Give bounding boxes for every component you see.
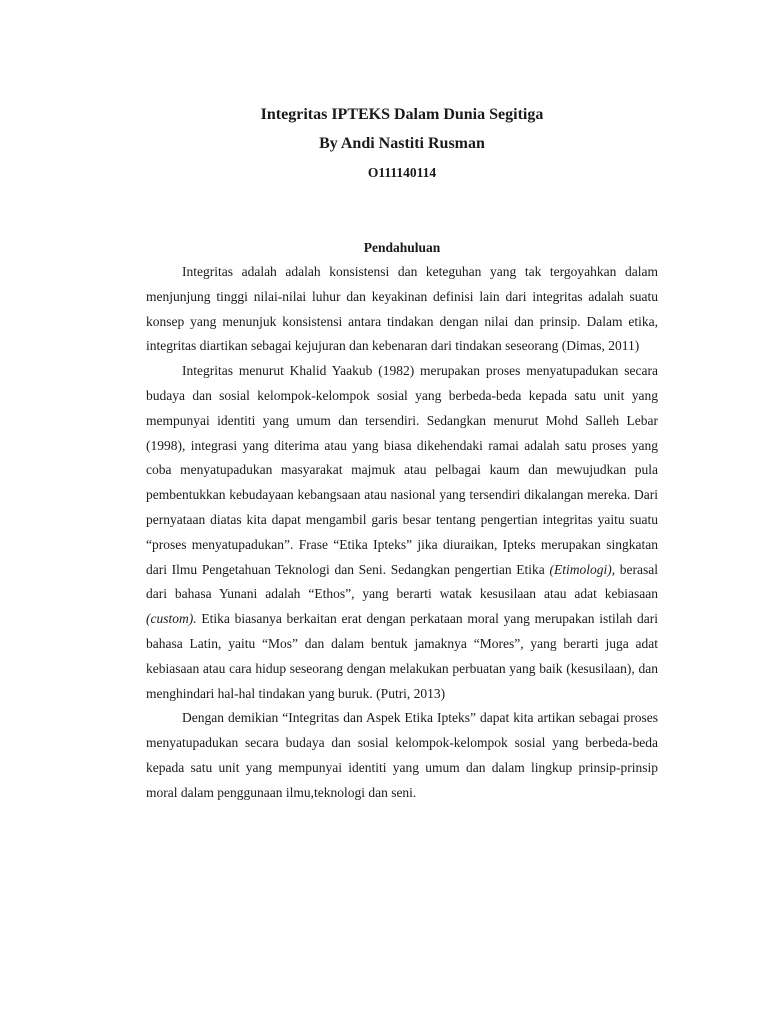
paragraph-2-part-2: berasal dari bahasa Yunani adalah “Ethos”, yang berarti watak kesusilaan atau adat kebiasaan bbox=[146, 561, 658, 602]
document-author: By Andi Nastiti Rusman bbox=[319, 135, 485, 152]
paragraph-3: Dengan demikian “Integritas dan Aspek Etika Ipteks” dapat kita artikan sebagai proses menyatupadukan secara budaya dan sosial kelompok-kelompok sosial yang berbeda-beda kepada satu unit yang mempunyai identiti yang umum dan dalam lingkup prinsip-prinsip moral dalam penggunaan ilmu,teknologi dan seni. bbox=[146, 710, 658, 800]
document-title: Integritas IPTEKS Dalam Dunia Segitiga bbox=[260, 106, 544, 123]
paragraph-2-italic-custom: (custom). bbox=[146, 611, 197, 627]
paragraph-2 bbox=[146, 359, 658, 706]
paragraph-2-part-1: Integritas menurut Khalid Yaakub (1982) merupakan proses menyatupadukan secara budaya dan sosial kelompok-kelompok sosial yang berbeda-beda kepada satu unit yang mempunyai identiti yang umum dan tersendiri. Sedangkan menurut Mohd Salleh Lebar (1998), integrasi yang diterima atau yang biasa dikehendaki ramai adalah satu proses yang coba menyatupadukan masyarakat majmuk atau pelbagai kaum dan mewujudkan pula pembentukkan kebudayaan kebangsaan atau nasional yang tersendiri dikalangan mereka. Dari pernyataan diatas kita dapat mengambil garis besar tentang pengertian integritas yaitu suatu “proses menyatupadukan”. Frase “Etika Ipteks” jika diuraikan, Ipteks merupakan singkatan dari Ilmu Pengetahuan Teknologi dan Seni. Sedangkan pengertian Etika bbox=[146, 363, 658, 577]
student-id: O111140114 bbox=[367, 165, 437, 180]
paragraph-2-part-3: Etika biasanya berkaitan erat dengan perkataan moral yang merupakan istilah dari bahasa Latin, yaitu “Mos” dan dalam bentuk jamaknya “Mores”, yang berarti juga adat kebiasaan atau cara hidup seseorang dengan melakukan perbuatan yang baik (kesusilaan), dan menghindari hal-hal tindakan yang buruk. (Putri, 2013) bbox=[146, 611, 658, 701]
paragraph-2-italic-etimologi: (Etimologi), bbox=[549, 561, 616, 577]
title-block bbox=[146, 100, 658, 187]
paragraph-1: Integritas adalah adalah konsistensi dan keteguhan yang tak tergoyahkan dalam menjunjung tinggi nilai-nilai luhur dan keyakinan definisi lain dari integritas adalah suatu konsep yang menunjuk konsistensi antara tindakan dengan nilai dan prinsip. Dalam etika, integritas diartikan sebagai kejujuran dan kebenaran dari tindakan seseorang (Dimas, 2011) bbox=[146, 264, 658, 354]
section-heading: Pendahuluan bbox=[363, 240, 441, 255]
